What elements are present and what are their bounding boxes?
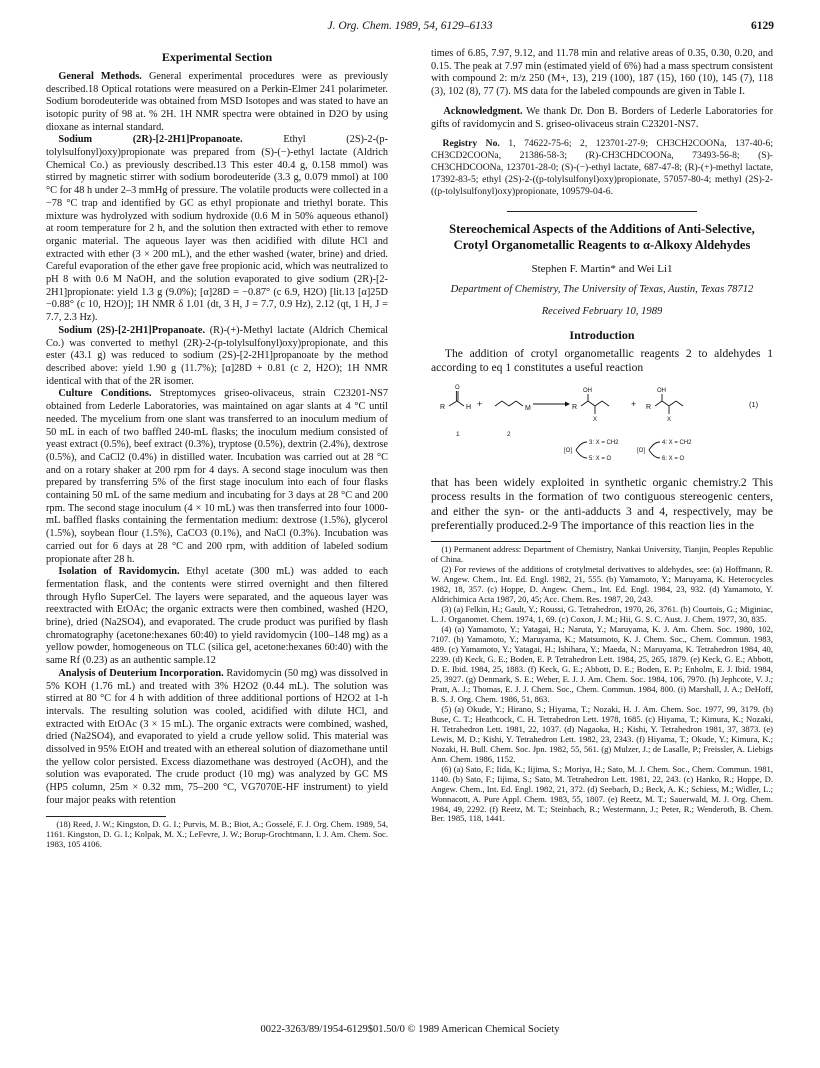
reaction-label: [O] bbox=[564, 447, 573, 454]
paragraph-text: Ethyl (2S)-2-(p-tolylsulfonyl)oxy)propionate was prepared from (S)-(−)-ethyl lactate (Aldrich Chemical Co.) as previously described.13 This ester 40.4 g, 0.158 mmol) was stirred by magnetic stirrer with sodium borodeuteride (3.3 g, 0.079 mmol) at 100 °C for 48 h under 2–3 mmHg of pressure. The volatile products were collected in a −78 °C trap and identified by GC as ethyl propionate and triethyl borate. This mixture was hydrolyzed with sodium hydroxide (0.6 M in 50% aqueous ethanol) at room temperature for 2 h, and the solution then extracted with ether to remove organic material. The aqueous layer was then acidified with dilute HCl and extracted with ether (3 × 200 mL), and the ether washed (water, brine) and dried. Careful evaporation of the ether gave free propionic acid, which was neutralized to pH 8 with 0.6 M NaOH, and the solution evaporated to give sodium (2R)-[2-2H1]propionate: yield 1.3 g (9.0%); [α]28D = −0.87° (c 6.9, H2O) [lit.13 [α]25D −0.88° (c 10, H2O)]; 1H NMR δ 1.01 (dt, 3 H, J = 7.7, 0.9 Hz), 2.12 (qt, 1 H, J = 7.7, 2.3 Hz). bbox=[46, 134, 388, 324]
article-authors: Stephen F. Martin* and Wei Li1 bbox=[531, 262, 673, 275]
section-title-introduction: Introduction bbox=[569, 328, 635, 343]
run-in-head: Sodium (2R)-[2-2H1]Propanoate. bbox=[58, 134, 243, 146]
reaction-arrow bbox=[576, 450, 587, 458]
run-in-head: Analysis of Deuterium Incorporation. bbox=[58, 667, 224, 679]
reaction-label: R bbox=[440, 403, 446, 411]
journal-citation: J. Org. Chem. 1989, 54, 6129–6133 bbox=[327, 20, 493, 32]
reaction-label: + bbox=[631, 398, 637, 409]
bond-line bbox=[655, 401, 662, 406]
paragraph-sodium-2s bbox=[46, 325, 388, 389]
paragraph-after-scheme: that has been widely exploited in synthetic organic chemistry.2 This process results in the formation of two contiguous stereogenic centers, and either the syn- or the anti-adducts 3 and 4, respectively, may be preferentially produced.2-9 The importance of this reaction lies in the bbox=[431, 475, 773, 532]
reaction-scheme bbox=[431, 380, 773, 472]
paragraph-registry bbox=[431, 138, 773, 197]
section-title-experimental: Experimental Section bbox=[161, 50, 273, 64]
run-in-head: Sodium (2S)-[2-2H1]Propanoate. bbox=[58, 324, 206, 336]
run-in-head: Registry No. bbox=[442, 138, 500, 150]
reaction-label: R bbox=[572, 403, 578, 411]
bond-line bbox=[588, 401, 595, 406]
reaction-arrow-head bbox=[565, 401, 570, 406]
reaction-arrow bbox=[576, 442, 587, 450]
reaction-label: OH bbox=[583, 387, 592, 394]
reaction-label: H bbox=[466, 403, 472, 411]
footnote-6: (6) (a) Sato, F.; Iida, K.; Iijima, S.; Moriya, H.; Sato, M. J. Chem. Soc., Chem. Commun. 1981, 1140. (b) Sato, F.; Iijima, S.; Sato, M. Tetrahedron Lett. 1981, 22, 243. (c) Hanko, R.; Hoppe, D. Angew. Chem., Int. Ed. Engl. 1982, 21, 372. (d) Seebach, D.; Beck, A. K.; Schiess, M.; Widler, L.; Wonnacott, A. Pure Appl. Chem. 1983, 55, 1807. (e) Reetz, M. T.; Sauerwald, M. J. Org. Chem. 1984, 49, 2292. (f) Reetz, M. T.; Steinbach, R.; Westermann, J.; Peter, R.; Wenderoth, B. Chem. Ber. 1985, 118, 1441. bbox=[431, 763, 773, 824]
footnote-4: (4) (a) Yamamoto, Y.; Yatagai, H.; Naruta, Y.; Maruyama, K. J. Am. Chem. Soc. 1980, 102, 7107. (b) Yamamoto, Y.; Maruyama, K.; Matsumoto, K. J. Chem. Soc., Chem. Commun. 1983, 489. (c) Yamamoto, Y.; Yatagai, H.; Ishihara, Y.; Maeda, N.; Maruyama, K. Tetrahedron 1984, 40, 2239. (d) Keck, G. E.; Boden, E. P. Tetrahedron Lett. 1984, 25, 265, 1879. (e) Keck, G. E.; Abbott, D. E. Ibid. 1984, 25, 1883. (f) Keck, G. E.; Abbott, D. E.; Boden, E. P.; Enholm, E. J. Ibid. 1984, 25, 3927. (g) Denmark, S. E.; Weber, E. J. J. Am. Chem. Soc. 1984, 106, 7970. (h) Jephcote, V. J.; Pratt, A. J.; Thomas, E. J. J. Chem. Soc., Chem. Commun. 1984, 800. (i) Marshall, J. A.; DeHoff, B. S. J. Org. Chem. 1986, 51, 863. bbox=[431, 624, 773, 704]
paragraph-continued: times of 6.85, 7.97, 9.12, and 11.78 min and relative areas of 0.35, 0.30, 0.20, and 0.15. The peak at 7.97 min (estimated yield of 6%) had a mass spectrum consistent with compound 2: m/z 250 (M+, 13), 219 (100), 187 (15), 160 (10), 145 (7), 118 (3), 102 (8), 77 (7). MS data for the labeled compounds are given in Table I. bbox=[431, 48, 773, 98]
reaction-label: M bbox=[525, 404, 531, 412]
reaction-label: OH bbox=[657, 387, 666, 394]
footnote-divider bbox=[431, 541, 551, 542]
page-footer: 0022-3263/89/1954-6129$01.50/0 © 1989 American Chemical Society bbox=[260, 1024, 560, 1035]
bond-line bbox=[457, 401, 464, 406]
reaction-label: X bbox=[593, 416, 598, 423]
paragraph-text: Streptomyces griseo-olivaceus, strain C23201-NS7 obtained from Lederle Laboratories, was maintained on agar slants at 4 °C until needed. The mycelium from one slant was transferred to an inoculum medium of 50 mL in each of two baffled 240-mL flasks; the inoculum medium consisted of yeast extract (0.5%), beef extract (0.3%), tryptose (0.5%), dextrin (2.4%), dextrose (0.5%), and CaCl2 (0.4%) in distilled water. Incubation was carried out at 28 °C and on a rotary shaker at 200 rpm for 4 days. A second stage inoculum was then prepared by transferring 5% of the first stage inoculum into each of four flasks containing 50 mL of the same medium and incubating for 3 days at 28 °C and 200 rpm. The second stage inoculum (4 × 10 mL) was then transferred into four 1000-mL baffled flasks containing the fermentation medium: dextrose (1.5%), glycerol (1.5%), soybean flour (1.5%), CaCO3 (0.1%), and NaCl (0.3%). Incubation was carried out for 6 days at 28 °C and 200 rpm, with addition of labeled sodium propionate after 28 h. bbox=[46, 388, 389, 565]
footnote-3: (3) (a) Felkin, H.; Gault, Y.; Roussi, G. Tetrahedron, 1970, 26, 3761. (b) Courtois, G.; Miginiac, L. J. Organomet. Chem. 1974, 1, 69. (c) Coxon, J. M.; Hii, G. S. C. Aust. J. Chem. 1977, 30, 835. bbox=[431, 604, 773, 625]
paragraph-general-methods bbox=[46, 71, 388, 135]
paragraph-acknowledgment bbox=[431, 106, 773, 131]
bond-line bbox=[669, 401, 676, 406]
paragraph-isolation bbox=[46, 566, 388, 668]
compound-number: 1 bbox=[456, 430, 460, 438]
received-date: Received February 10, 1989 bbox=[541, 306, 663, 318]
reaction-label: R bbox=[646, 403, 652, 411]
run-in-head: Isolation of Ravidomycin. bbox=[58, 566, 180, 578]
run-in-head: Culture Conditions. bbox=[58, 388, 152, 400]
equation-number: (1) bbox=[749, 399, 759, 409]
bond-line bbox=[516, 401, 523, 406]
paragraph-introduction: The addition of crotyl organometallic reagents 2 to aldehydes 1 according to eq 1 constitutes a useful reaction bbox=[431, 347, 773, 375]
run-in-head: Acknowledgment. bbox=[443, 105, 523, 117]
reaction-arrow bbox=[649, 450, 660, 458]
footnote-2: (2) For reviews of the additions of crotylmetal derivatives to aldehydes, see: (a) Hoffmann, R. W. Angew. Chem., Int. Ed. Engl. 1982, 21, 555. (b) Yamamoto, Y.; Maruyama, K. Heterocycles 1982, 18, 357. (c) Hoppe, D. Angew. Chem., Int. Ed. Engl. 1984, 23, 932. (d) Yamamoto, Y. Aldrichimica Acta 1987, 20, 45; Acc. Chem. Res. 1987, 20, 243. bbox=[431, 564, 773, 605]
paragraph-sodium-2r bbox=[46, 134, 388, 325]
reaction-label: O bbox=[455, 384, 460, 391]
bond-line bbox=[509, 401, 516, 406]
compound-number: 6: X = O bbox=[662, 455, 685, 462]
bond-line bbox=[602, 401, 609, 406]
footnote-1: (1) Permanent address: Department of Chemistry, Nankai University, Tianjin, Peoples Republic of China. bbox=[431, 544, 773, 565]
article-divider bbox=[507, 211, 697, 212]
bond-line bbox=[495, 401, 502, 406]
bond-line bbox=[595, 401, 602, 406]
bond-line bbox=[662, 401, 669, 406]
bond-line bbox=[502, 401, 509, 406]
left-column bbox=[46, 48, 388, 850]
author-affiliation: Department of Chemistry, The University of Texas, Austin, Texas 78712 bbox=[450, 284, 754, 296]
footnote-5: (5) (a) Okude, Y.; Hirano, S.; Hiyama, T.; Nozaki, H. J. Am. Chem. Soc. 1977, 99, 3179. (b) Buse, C. T.; Heathcock, C. H. Tetrahedron Lett. 1978, 1685. (c) Hiyama, T.; Kimura, K.; Nozaki, H. Tetrahedron Lett. 1981, 22, 1037. (d) Nagaoka, H.; Kishi, Y. Tetrahedron 1981, 37, 3873. (e) Lewis, M. D.; Kishi, Y. Tetrahedron Lett. 1982, 23, 2343. (f) Hiyama, T.; Okude, Y.; Kimura, K.; Nozaki, H. Bull. Chem. Soc. Jpn. 1982, 55, 561. (g) Mulzer, J.; de Lasalle, P.; Freissler, A. Liebigs Ann. Chem. 1986, 1152. bbox=[431, 703, 773, 764]
article-title: Stereochemical Aspects of the Additions of Anti-Selective, Crotyl Organometallic Reagents to α-Alkoxy Aldehydes bbox=[449, 222, 755, 253]
compound-number: 2 bbox=[507, 430, 511, 438]
bond-line bbox=[449, 401, 457, 406]
footnote-18: (18) Reed, J. W.; Kingston, D. G. I.; Purvis, M. B.; Biot, A.; Gosselé, F. J. Org. Chem. 1989, 54, 1161. Kingston, D. G. I.; Kolpak, M. X.; LeFevre, J. W.; Borup-Grochtmann, I. J. Am. Chem. Soc. 1983, 105 4106. bbox=[46, 818, 388, 849]
compound-number: 4: X = CH2 bbox=[662, 439, 692, 446]
footnote-divider bbox=[46, 816, 166, 817]
reaction-label: X bbox=[667, 416, 672, 423]
run-in-head: General Methods. bbox=[58, 70, 142, 82]
paragraph-text: 1, 74622-75-6; 2, 123701-27-9; CH3CH2COONa, 137-40-6; CH3CD2COONa, 21386-58-3; (R)-CH3CHDCOONa, 73493-56-8; (S)-CH3CHDCOONa, 123701-28-0; (S)-(−)-ethyl lactate, 687-47-8; (R)-(+)-methyl lactate, 17392-83-5; ethyl (2S)-2-((p-tolylsulfonyl)oxy)propionate, 57057-80-4; methyl (2S)-2-((p-tolylsulfonyl)oxy)propionate, 109579-04-6. bbox=[431, 138, 774, 197]
paragraph-text: Ravidomycin (50 mg) was dissolved in 5% KOH (1.76 mL) and treated with 3% H2O2 (0.44 mL). The solution was stirred at 80 °C for 4 h with addition of three additional portions of H2O2 at 1-h intervals. The resulting solution was cooled, acidified with dilute HCl, and extracted with EtOAc (3 × 15 mL). The organic extracts were combined, washed, dried (Na2SO4), and evaporated to yield a crude yellow solid. This material was dissolved in 95% EtOH and treated with an ethereal solution of diazomethane until the yellow color persisted. Excess diazomethane was destroyed (AcOH), and the solution was evaporated. The crude product (10 mg) was analyzed by GC MS (HP5 column, 25m × 0.32 mm, 75–200 °C, VG7070E-HF instrument) to yield four major peaks with retention bbox=[46, 667, 388, 806]
running-header bbox=[0, 20, 820, 38]
reaction-label: + bbox=[477, 398, 483, 409]
paragraph-text: We thank Dr. Don B. Borders of Lederle Laboratories for gifts of ravidomycin and S. griseo-olivaceus strain C23201-NS7. bbox=[431, 105, 773, 130]
right-column bbox=[431, 48, 773, 824]
paragraph-text: General experimental procedures were as previously described.18 Optical rotations were measured on a Perkin-Elmer 241 polarimeter. Sodium borodeuteride was obtained from MSD Isotopes and was stated to have an isotopic purity of 98 at. % 2H. 1H NMR spectra were obtained in D2O by using dioxane as internal standard. bbox=[46, 70, 388, 133]
reaction-scheme-drawing bbox=[431, 380, 773, 472]
paragraph-text: (R)-(+)-Methyl lactate (Aldrich Chemical Co.) was converted to methyl (2R)-2-(p-tolylsulfonyl)oxy)propionate, and this ester (43.1 g) was reduced to sodium (2S)-[2-2H1]propanoate by the method described above: yield 1.90 g (11.7%); [α]28D + 0.81 (c 2, H2O); 1H NMR identical with that of the 2R isomer. bbox=[46, 324, 389, 387]
compound-number: 3: X = CH2 bbox=[589, 439, 619, 446]
compound-number: 5: X = O bbox=[589, 455, 612, 462]
paragraph-culture bbox=[46, 388, 388, 566]
reaction-label: [O] bbox=[637, 447, 646, 454]
bond-line bbox=[581, 401, 588, 406]
bond-line bbox=[676, 401, 683, 406]
page-number: 6129 bbox=[751, 20, 774, 32]
reaction-arrow bbox=[649, 442, 660, 450]
paragraph-text: Ethyl acetate (300 mL) was added to each fermentation flask, and the contents were stirred overnight and then filtered through Hyflo SuperCel. The layers were separated, and the aqueous layer was reextracted with EtOAc; the organic extracts were then combined, washed (H2O, brine), dried (Na2SO4), and evaporated. The crude product was purified by flash chromatography (acetone:hexanes 60:40) to yield ravidomycin (100–148 mg) as a yellow powder, homogeneous on TLC (silica gel, acetone:hexanes 60:40) with the same Rf (0.23) as an authentic sample.12 bbox=[46, 566, 388, 667]
paragraph-analysis bbox=[46, 668, 388, 808]
